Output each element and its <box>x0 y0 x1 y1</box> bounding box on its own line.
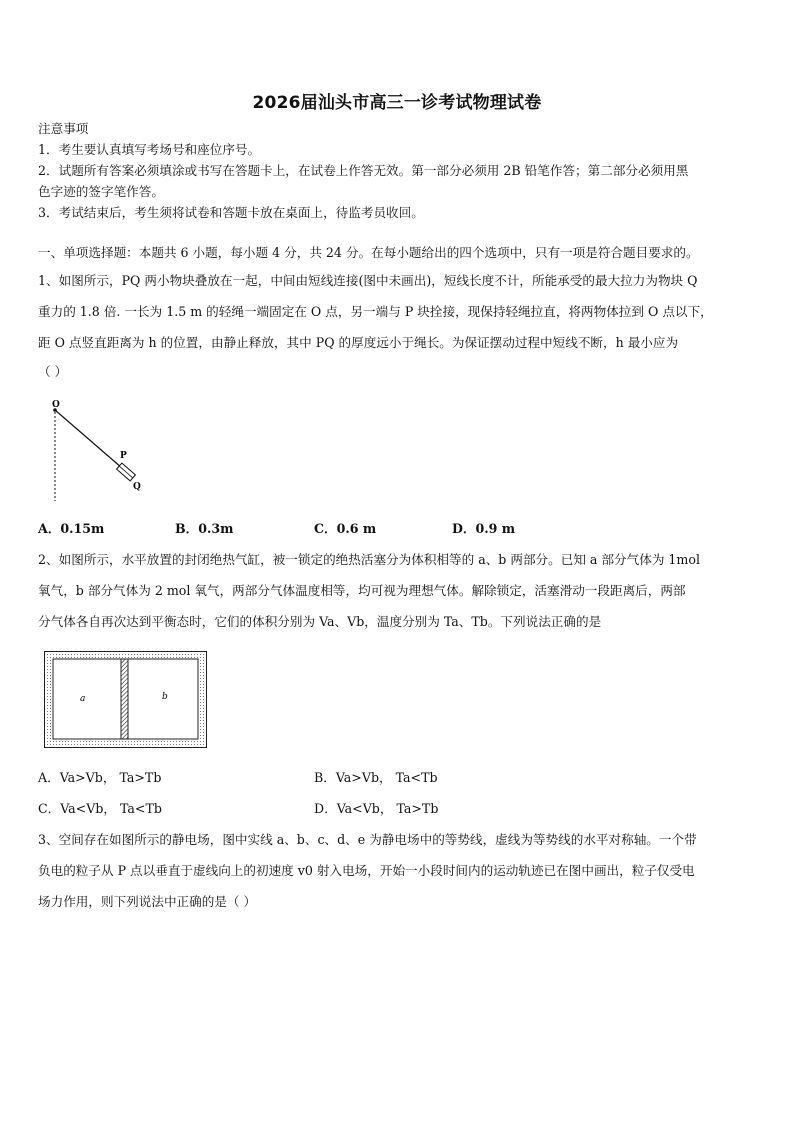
notice-item-1: 1．考生要认真填写考场号和座位序号。 <box>38 142 261 157</box>
section-heading: 一、单项选择题：本题共 6 小题，每小题 4 分，共 24 分。在每小题给出的四个选项中，只有一项是符合题目要求的。 <box>38 245 699 260</box>
q1-option-d: D．0.9 m <box>452 521 516 536</box>
q3-line-3: 场力作用，则下列说法中正确的是（ ） <box>38 894 257 909</box>
q2-line-2: 氧气，b 部分气体为 2 mol 氧气，两部分气体温度相等，均可视为理想气体。解除锁定，活塞滑动一段距离后，两部 <box>38 583 686 598</box>
q2-option-c: C．Va<Vb， Ta<Tb <box>38 801 162 816</box>
q1-line-1: 1、如图所示，PQ 两小物块叠放在一起，中间由短线连接(图中未画出)，短线长度不计，所能承受的最大拉力为物块 Q <box>38 273 698 288</box>
label-o: O <box>52 400 60 410</box>
label-q: Q <box>133 482 141 492</box>
label-b: b <box>162 692 168 702</box>
q1-line-2: 重力的 1.8 倍. 一长为 1.5 m 的轻绳一端固定在 O 点，另一端与 P 块拴接，现保持轻绳拉直，将两物体拉到 O 点以下， <box>38 304 713 319</box>
q1-option-b: B．0.3m <box>175 521 234 536</box>
q3-line-1: 3、空间存在如图所示的静电场，图中实线 a、b、c、d、e 为静电场中的等势线，虚线为等势线的水平对称轴。一个带 <box>38 832 697 847</box>
pendulum-rope <box>55 410 122 468</box>
notice-heading: 注意事项 <box>38 121 89 136</box>
notice-item-2-cont: 色字迹的签字笔作答。 <box>38 184 164 199</box>
block-pq <box>117 463 136 481</box>
label-a: a <box>80 694 86 704</box>
q1-line-3: 距 O 点竖直距离为 h 的位置，由静止释放，其中 PQ 的厚度远小于绳长。为保证摆动过程中短线不断，h 最小应为 <box>38 335 679 350</box>
q2-option-a: A．Va>Vb， Ta>Tb <box>38 770 162 785</box>
notice-item-3: 3．考试结束后，考生须将试卷和答题卡放在桌面上，待监考员收回。 <box>38 205 424 220</box>
q2-line-1: 2、如图所示，水平放置的封闭绝热气缸，被一锁定的绝热活塞分为体积相等的 a、b 两部分。已知 a 部分气体为 1mol <box>38 552 700 567</box>
q2-line-3: 分气体各自再次达到平衡态时，它们的体积分别为 Va、Vb，温度分别为 Ta、Tb。下列说法正确的是 <box>38 614 602 629</box>
label-p: P <box>120 451 127 461</box>
pendulum-figure <box>40 395 150 505</box>
q1-line-4: （ ） <box>38 364 68 379</box>
notice-item-2: 2．试题所有答案必须填涂或书写在答题卡上，在试卷上作答无效。第一部分必须用 2B 铅笔作答；第二部分必须用黑 <box>38 163 689 178</box>
cylinder-figure <box>44 651 208 749</box>
q3-line-2: 负电的粒子从 P 点以垂直于虚线向上的初速度 v0 射入电场，开始一小段时间内的运动轨迹已在图中画出，粒子仅受电 <box>38 863 695 878</box>
q2-option-b: B．Va>Vb， Ta<Tb <box>314 770 438 785</box>
page-title: 2026届汕头市高三一诊考试物理试卷 <box>252 93 542 113</box>
q2-option-d: D．Va<Vb， Ta>Tb <box>314 801 439 816</box>
q1-option-a: A．0.15m <box>38 521 105 536</box>
piston <box>121 659 128 739</box>
q1-option-c: C．0.6 m <box>314 521 377 536</box>
